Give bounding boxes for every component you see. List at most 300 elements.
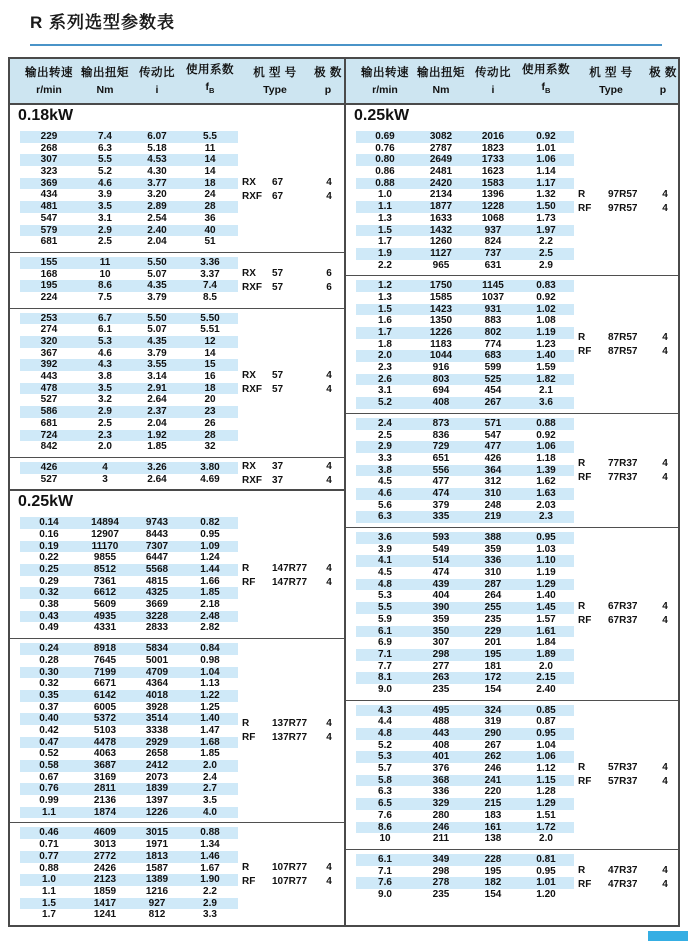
row-values: [356, 626, 574, 638]
cell-output-torque: 1183: [430, 338, 452, 350]
table-row: [10, 213, 344, 225]
cell-output-torque: 349: [432, 853, 450, 865]
pole-count: 4: [662, 601, 668, 613]
cell-output-speed: 0.43: [39, 610, 59, 622]
table-row: [346, 236, 678, 248]
row-values: [356, 649, 574, 661]
row-values: [356, 511, 574, 523]
table-row: [346, 304, 678, 316]
cell-ratio: 2.91: [147, 382, 167, 394]
table-header: [10, 59, 344, 105]
cell-ratio: 5.50: [147, 256, 167, 268]
pole-count: 4: [326, 384, 332, 396]
table-row: [10, 541, 344, 553]
cell-ratio: 454: [484, 385, 502, 397]
cell-output-torque: 350: [432, 625, 450, 637]
cell-service-factor: 20: [204, 394, 216, 406]
cell-output-torque: 408: [432, 739, 450, 751]
cell-service-factor: 2.48: [200, 610, 220, 622]
row-values: [356, 327, 574, 339]
cell-ratio: 1839: [145, 783, 169, 795]
cell-output-torque: 408: [432, 397, 450, 409]
cell-output-speed: 1.2: [378, 280, 392, 292]
cell-ratio: 388: [484, 532, 502, 543]
cell-ratio: 1.92: [147, 429, 167, 441]
cell-output-torque: 1260: [429, 236, 453, 248]
cell-output-speed: 0.14: [39, 517, 59, 529]
cell-service-factor: 1.02: [536, 303, 556, 315]
row-values: [20, 898, 238, 910]
type-line: [578, 187, 678, 201]
row-values: [20, 760, 238, 772]
cell-output-speed: 1.1: [42, 885, 56, 897]
row-values: [356, 544, 574, 556]
row-values: [20, 737, 238, 749]
cell-output-speed: 0.40: [39, 713, 59, 725]
cell-service-factor: 1.14: [536, 166, 556, 178]
type-model: 97R57: [608, 188, 638, 200]
cell-output-torque: 1859: [93, 885, 117, 897]
cell-ratio: 154: [484, 888, 502, 900]
col-header-unit: r/min: [36, 83, 62, 96]
cell-output-speed: 5.3: [378, 590, 392, 602]
table-row: [346, 248, 678, 260]
cell-output-torque: 3.5: [98, 201, 112, 213]
cell-output-speed: 4.5: [378, 476, 392, 488]
type-line: [578, 877, 678, 891]
cell-service-factor: 2.0: [539, 660, 553, 672]
power-section-heading: 0.25kW: [18, 493, 74, 511]
cell-service-factor: 1.34: [200, 839, 220, 851]
cell-service-factor: 1.40: [536, 590, 556, 602]
type-model: 67: [272, 190, 284, 202]
row-values: [356, 476, 574, 488]
pole-count: 4: [326, 563, 332, 575]
cell-ratio: 3.55: [147, 359, 167, 371]
cell-service-factor: 1.39: [536, 464, 556, 476]
cell-service-factor: 1.20: [536, 888, 556, 900]
col-header-label: 机 型 号: [253, 66, 297, 79]
cell-ratio: 5001: [145, 654, 169, 666]
cell-output-speed: 369: [40, 177, 58, 189]
cell-service-factor: 1.15: [536, 774, 556, 786]
col-header-unit: r/min: [372, 83, 398, 96]
cell-ratio: 1037: [481, 291, 505, 303]
pole-count: 4: [662, 457, 668, 469]
cell-output-speed: 0.22: [39, 552, 59, 564]
cell-output-speed: 0.46: [39, 827, 59, 839]
row-values: [20, 371, 238, 383]
col-header-unit-subscript: B: [209, 86, 215, 96]
cell-service-factor: 14: [204, 166, 216, 178]
type-block: [242, 175, 342, 203]
table-row: [10, 807, 344, 819]
type-line: [578, 470, 678, 484]
cell-service-factor: 18: [204, 177, 216, 189]
table-row: [10, 236, 344, 248]
cell-service-factor: 2.15: [536, 672, 556, 684]
row-values: [20, 257, 238, 269]
type-prefix: RF: [242, 577, 256, 589]
cell-output-speed: 4.6: [378, 487, 392, 499]
cell-service-factor: 28: [204, 429, 216, 441]
cell-service-factor: 1.23: [536, 338, 556, 350]
col-header-label: 极 数: [649, 66, 677, 79]
cell-output-torque: 3.9: [98, 189, 112, 201]
table-row: [346, 544, 678, 556]
cell-ratio: 310: [484, 487, 502, 499]
table-row: [10, 760, 344, 772]
pole-count: 4: [326, 861, 332, 873]
type-line: [242, 189, 342, 203]
cell-service-factor: 1.72: [536, 821, 556, 833]
col-header-output-torque: [78, 66, 132, 97]
col-header-unit: Nm: [96, 83, 114, 96]
cell-ratio: 287: [484, 578, 502, 590]
row-values: [20, 517, 238, 529]
cell-ratio: 2.40: [147, 224, 167, 236]
table-row: [346, 637, 678, 649]
cell-output-speed: 0.86: [375, 166, 395, 178]
pole-count: 6: [326, 281, 332, 293]
type-prefix: RF: [578, 346, 592, 358]
table-row: [346, 315, 678, 327]
cell-output-speed: 0.24: [39, 643, 59, 655]
row-values: [356, 833, 574, 845]
cell-output-speed: 323: [40, 166, 58, 178]
cell-output-torque: 211: [432, 833, 450, 845]
type-model: 67R37: [608, 615, 638, 627]
cell-output-torque: 1417: [93, 897, 117, 909]
type-prefix: RXF: [242, 384, 262, 396]
cell-output-torque: 7361: [93, 575, 117, 587]
pole-count: 4: [326, 370, 332, 382]
row-values: [356, 362, 574, 374]
type-line: [578, 600, 678, 614]
type-line: [578, 456, 678, 470]
cell-ratio: 1587: [145, 862, 169, 874]
type-block: [242, 369, 342, 397]
cell-ratio: 1145: [482, 280, 504, 292]
model-group: [10, 638, 344, 822]
cell-service-factor: 1.61: [536, 625, 556, 637]
row-values: [356, 822, 574, 834]
model-group: [10, 822, 344, 925]
row-values: [20, 827, 238, 839]
cell-output-torque: 1350: [429, 315, 453, 327]
cell-service-factor: 1.29: [536, 578, 556, 590]
cell-output-torque: 2.0: [98, 441, 112, 453]
row-values: [356, 854, 574, 866]
cell-ratio: 1823: [481, 142, 505, 154]
table-row: [346, 649, 678, 661]
cell-ratio: 3228: [145, 610, 169, 622]
cell-output-speed: 0.16: [39, 528, 59, 540]
cell-output-speed: 724: [40, 429, 58, 441]
cell-ratio: 3.14: [147, 371, 167, 383]
cell-ratio: 1396: [481, 189, 505, 201]
type-prefix: RX: [242, 370, 256, 382]
cell-ratio: 3.79: [147, 347, 167, 359]
row-values: [20, 713, 238, 725]
cell-output-torque: 5609: [93, 599, 117, 611]
col-header-unit: p: [324, 83, 332, 96]
cell-service-factor: 28: [204, 201, 216, 213]
cell-output-speed: 1.0: [42, 874, 56, 886]
cell-ratio: 4709: [145, 666, 169, 678]
model-group: [346, 527, 678, 700]
row-values: [20, 783, 238, 795]
cell-output-torque: 8512: [93, 564, 117, 575]
cell-ratio: 215: [484, 798, 502, 810]
cell-output-torque: 8.6: [98, 280, 112, 292]
table-row: [10, 827, 344, 839]
cell-output-speed: 6.3: [378, 786, 392, 798]
row-values: [20, 599, 238, 611]
type-model: 137R77: [272, 732, 308, 744]
table-row: [346, 740, 678, 752]
row-values: [356, 763, 574, 775]
cell-output-speed: 4.8: [378, 728, 392, 739]
row-values: [20, 280, 238, 292]
cell-service-factor: 1.12: [536, 763, 556, 775]
cell-output-speed: 307: [40, 154, 58, 166]
cell-service-factor: 0.88: [536, 417, 556, 429]
cell-service-factor: 3.36: [200, 256, 220, 268]
type-line: [242, 280, 342, 294]
model-group: [10, 308, 344, 457]
type-model: 87R57: [608, 332, 638, 344]
cell-service-factor: 1.32: [536, 189, 556, 201]
cell-output-speed: 3.1: [378, 385, 392, 397]
table-row: [346, 728, 678, 740]
cell-service-factor: 15: [204, 359, 216, 371]
cell-output-speed: 1.3: [378, 291, 392, 303]
type-model: 137R77: [272, 718, 308, 730]
table-row: [346, 500, 678, 512]
row-values: [20, 394, 238, 406]
cell-service-factor: 0.82: [200, 517, 220, 529]
cell-service-factor: 2.1: [539, 385, 553, 397]
cell-ratio: 3.79: [147, 291, 167, 303]
type-model: 77R37: [608, 457, 638, 469]
cell-service-factor: 1.40: [200, 713, 220, 725]
cell-service-factor: 1.50: [536, 201, 556, 213]
row-values: [356, 705, 574, 717]
cell-ratio: 3.26: [147, 461, 167, 473]
cell-output-speed: 268: [40, 142, 58, 154]
col-header-service-factor: [182, 63, 238, 98]
row-values: [20, 748, 238, 760]
pole-count: 4: [662, 332, 668, 344]
cell-ratio: 2073: [145, 771, 169, 783]
cell-service-factor: 0.98: [200, 654, 220, 666]
cell-ratio: 1813: [145, 850, 169, 862]
table-row: [10, 154, 344, 166]
cell-output-speed: 7.6: [378, 877, 392, 889]
cell-output-torque: 4331: [93, 622, 117, 634]
cell-output-torque: 2649: [429, 154, 453, 166]
cell-output-speed: 1.5: [378, 224, 392, 236]
cell-output-speed: 0.49: [39, 622, 59, 634]
row-values: [20, 324, 238, 336]
cell-ratio: 1226: [145, 806, 169, 818]
col-header-label: 使用系数: [186, 64, 234, 77]
cell-output-torque: 11170: [91, 540, 119, 552]
row-values: [20, 418, 238, 430]
cell-ratio: 1228: [481, 201, 505, 213]
row-values: [20, 655, 238, 667]
cell-ratio: 2658: [145, 748, 169, 760]
pole-count: 4: [326, 718, 332, 730]
cell-output-torque: 379: [432, 499, 450, 511]
cell-output-speed: 0.77: [39, 850, 59, 862]
cell-output-torque: 2.9: [98, 406, 112, 418]
type-line: [578, 331, 678, 345]
cell-ratio: 2.64: [147, 394, 167, 406]
cell-output-speed: 5.9: [378, 613, 392, 625]
row-values: [356, 441, 574, 453]
cell-output-speed: 5.3: [378, 751, 392, 763]
cell-output-torque: 6612: [93, 587, 117, 599]
cell-ratio: 9743: [145, 517, 169, 529]
table-header: [346, 59, 678, 105]
cell-output-torque: 2481: [429, 166, 453, 178]
cell-output-speed: 0.30: [39, 666, 59, 678]
cell-output-speed: 4.5: [378, 567, 392, 579]
cell-output-torque: 7.5: [98, 291, 112, 303]
cell-output-torque: 3687: [93, 760, 117, 771]
cell-output-torque: 2772: [93, 850, 117, 862]
cell-output-torque: 3.8: [98, 371, 112, 383]
table-row: [346, 154, 678, 166]
cell-service-factor: 0.81: [536, 853, 556, 865]
cell-output-torque: 307: [432, 637, 450, 649]
pole-count: 6: [326, 267, 332, 279]
row-values: [356, 131, 574, 143]
cell-output-torque: 2134: [429, 189, 453, 201]
cell-ratio: 195: [484, 865, 502, 877]
power-section: [10, 489, 344, 925]
row-values: [20, 576, 238, 588]
row-values: [356, 339, 574, 351]
row-values: [356, 751, 574, 763]
type-block: [242, 266, 342, 294]
type-prefix: RF: [242, 875, 256, 887]
model-group: [10, 513, 344, 638]
cell-ratio: 3.77: [147, 177, 167, 189]
table-row: [10, 324, 344, 336]
pole-count: 4: [326, 475, 332, 487]
cell-output-speed: 9.0: [378, 888, 392, 900]
parameter-table: [8, 57, 680, 927]
cell-output-speed: 527: [40, 394, 58, 406]
row-values: [356, 201, 574, 213]
pole-count: 4: [662, 471, 668, 483]
col-header-output-speed: [356, 66, 414, 97]
row-values: [356, 143, 574, 155]
cell-ratio: 4.35: [147, 336, 167, 347]
type-prefix: RX: [242, 267, 256, 279]
table-row: [346, 567, 678, 579]
table-row: [346, 661, 678, 673]
cell-ratio: 426: [484, 452, 502, 464]
cell-output-torque: 1877: [429, 201, 453, 213]
cell-ratio: 4.35: [147, 280, 167, 292]
cell-service-factor: 1.46: [200, 850, 220, 862]
type-prefix: RF: [242, 732, 256, 744]
cell-ratio: 319: [484, 716, 502, 728]
row-values: [20, 622, 238, 634]
cell-output-torque: 729: [432, 441, 450, 453]
cell-service-factor: 0.95: [536, 532, 556, 543]
row-values: [356, 350, 574, 362]
cell-ratio: 6.07: [147, 131, 167, 142]
table-row: [346, 397, 678, 409]
row-values: [356, 178, 574, 190]
cell-ratio: 2412: [145, 760, 169, 771]
cell-output-speed: 3.9: [378, 543, 392, 555]
cell-service-factor: 2.7: [203, 783, 217, 795]
table-row: [346, 260, 678, 272]
cell-output-torque: 2426: [93, 862, 117, 874]
cell-service-factor: 1.04: [536, 739, 556, 751]
cell-output-torque: 477: [432, 476, 450, 488]
cell-output-speed: 7.1: [378, 648, 392, 660]
pole-count: 4: [326, 875, 332, 887]
cell-output-speed: 6.5: [378, 798, 392, 810]
cell-service-factor: 1.08: [536, 315, 556, 327]
col-header-unit: $f_B$: [541, 81, 551, 96]
cell-output-speed: 2.4: [378, 417, 392, 429]
cell-ratio: 235: [484, 613, 502, 625]
cell-output-speed: 1.7: [378, 236, 392, 248]
type-model: 57R37: [608, 776, 638, 788]
model-group: [346, 700, 678, 849]
cell-service-factor: 0.83: [536, 280, 556, 292]
cell-ratio: 229: [484, 625, 502, 637]
col-header-unit: p: [659, 83, 667, 96]
type-block: [578, 456, 678, 484]
col-header-service-factor: [518, 63, 574, 98]
cell-output-speed: 0.28: [39, 654, 59, 666]
cell-output-torque: 1127: [430, 247, 452, 259]
col-header-label: 输出转速: [361, 66, 409, 79]
cell-service-factor: 2.0: [539, 833, 553, 845]
cell-service-factor: 3.3: [203, 909, 217, 921]
power-section: [10, 105, 344, 489]
table-right-half: [344, 59, 678, 925]
cell-ratio: 1733: [481, 154, 505, 166]
cell-service-factor: 16: [204, 371, 216, 383]
cell-ratio: 631: [484, 259, 502, 271]
table-row: [10, 131, 344, 143]
cell-output-speed: 681: [40, 236, 58, 248]
cell-output-torque: 3.1: [98, 212, 112, 224]
cell-ratio: 2929: [145, 736, 169, 748]
pole-count: 4: [326, 176, 332, 188]
cell-output-speed: 1.6: [378, 315, 392, 327]
cell-service-factor: 0.92: [536, 429, 556, 441]
type-model: 37: [272, 475, 284, 487]
cell-ratio: 931: [484, 303, 502, 315]
row-values: [356, 189, 574, 201]
type-block: [578, 331, 678, 359]
type-line: [242, 717, 342, 731]
col-header-ratio: [468, 66, 518, 97]
table-row: [10, 517, 344, 529]
col-header-label: 输出扭矩: [81, 66, 129, 79]
